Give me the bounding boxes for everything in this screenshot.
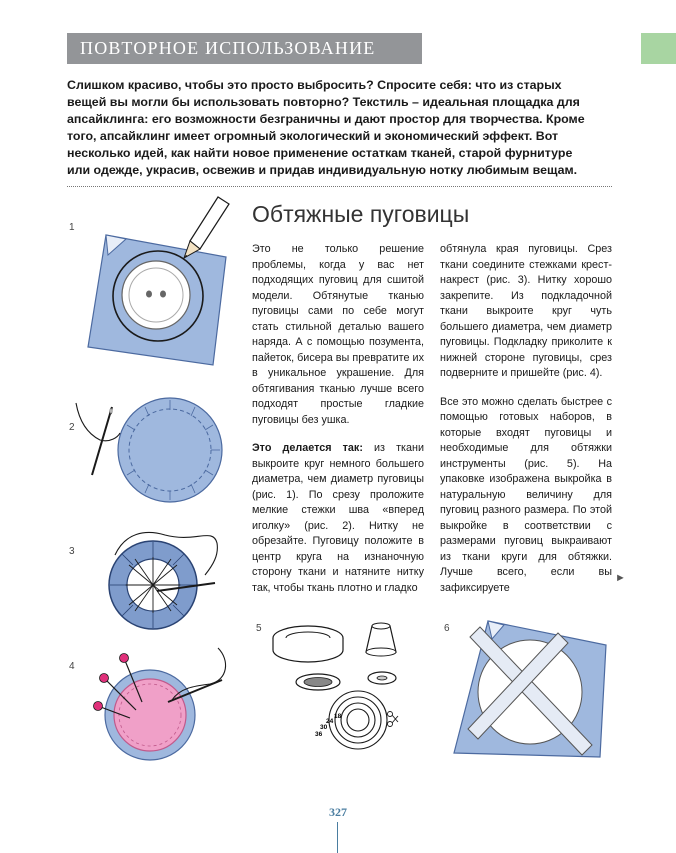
figure-5-illustration [270,612,430,747]
steps-lead: Это делается так: [252,442,363,454]
size-label: 36 [315,731,323,738]
button-hole [146,291,152,298]
intro-text: Слишком красиво, чтобы это просто выбросить? Спросите себя: что из старых вещей вы могли бы использовать повторно? Текстиль – идеальная площадка для апсайклинга: его возможности безграничны и дают простор для творчества. Кроме того, апсайклинг имеет огромный экологический и экономический эффект. Вот несколько идей, как найти новое применение остаткам тканей, старой фурнитуре или одежде, украсив, освежив и придав индивидуальную нотку любимым вещам. [67,78,585,177]
size-label: 24 [326,718,334,725]
button-back-part [368,672,396,684]
continue-arrow-icon: ► [615,572,626,584]
button [122,261,190,329]
figure-3-illustration [85,525,245,645]
size-template [329,691,387,749]
figure-1-illustration [78,195,238,365]
figure-number-4: 4 [69,661,75,672]
thread [172,648,226,700]
figure-number-6: 6 [444,623,450,634]
scissors-icon [388,712,399,727]
chapter-tab [641,33,676,64]
figure-number-5: 5 [256,623,262,634]
paragraph-intro: Это не только решение проблемы, когда у вас нет подходящих пуговиц для сшитой модели. Обтянутые тканью пуговицы сами по себе могут стать стильной деталью вашего наряда. А с помощью позумента, пайеток, бисера вы превратите их в уникальное украшение. Для обтягивания тканью лучше всего подходят простые гладкие пуговицы без ушка. [252,243,424,426]
button-top-part [296,674,340,690]
paragraph-steps [252,441,424,596]
figure-number-2: 2 [69,422,75,433]
pencil-icon [184,197,229,258]
text-column-2 [440,242,612,609]
text-column-1 [252,242,424,609]
paragraph-kits: Все это можно сделать быстрее с помощью готовых наборов, в которые входят пуговицы и необходимые для обтяжки инструменты (рис. 5). На упаковке изображена выкройка в натуральную величину для пуговиц разного размера. По этой выкройке в соответствии с размерами пуговиц выкраивают из ткани круги для обтяжки. Лучше всего, если вы зафиксируете [440,395,612,594]
size-label: 30 [320,724,328,731]
kit-pusher-tool [366,623,396,656]
article-title: Обтяжные пуговицы [252,201,470,227]
section-header: ПОВТОРНОЕ ИСПОЛЬЗОВАНИЕ [67,33,422,64]
page-number: 327 [329,805,347,819]
thread [76,403,120,441]
button-hole [160,291,166,298]
lining-circle [114,679,186,751]
figure-number-3: 3 [69,546,75,557]
fabric-circle [118,398,222,502]
size-label: 18 [334,713,342,720]
figure-4-illustration [90,640,245,765]
paragraph-continuation: обтянула края пуговицы. Срез ткани соедините стежками крест-накрест (рис. 3). Нитку хорошо закрепите. Из подкладочной ткани выкроите круг чуть большего диаметра, чем диаметр пуговицы. Подкладку приколите к нижней стороне пуговицы, срез подверните и пришейте (рис. 4). [440,243,612,379]
dotted-separator [67,186,612,187]
figure-6-illustration [450,615,610,765]
figure-2-illustration [70,395,240,515]
figure-number-1: 1 [69,222,75,233]
steps-text: из ткани выкроите круг немного большего диаметра, чем диаметр пуговицы (рис. 1). По срезу проложите мелкие стежки шва «вперед иголку» (рис. 2). Нитку не обрезайте. Пуговицу положите в центр круга на изнаночную сторону ткани и натяните нитку так, чтобы ткань плотно и гладко [252,442,425,594]
kit-ring-tool [273,626,343,662]
page-number-rule [337,822,338,853]
